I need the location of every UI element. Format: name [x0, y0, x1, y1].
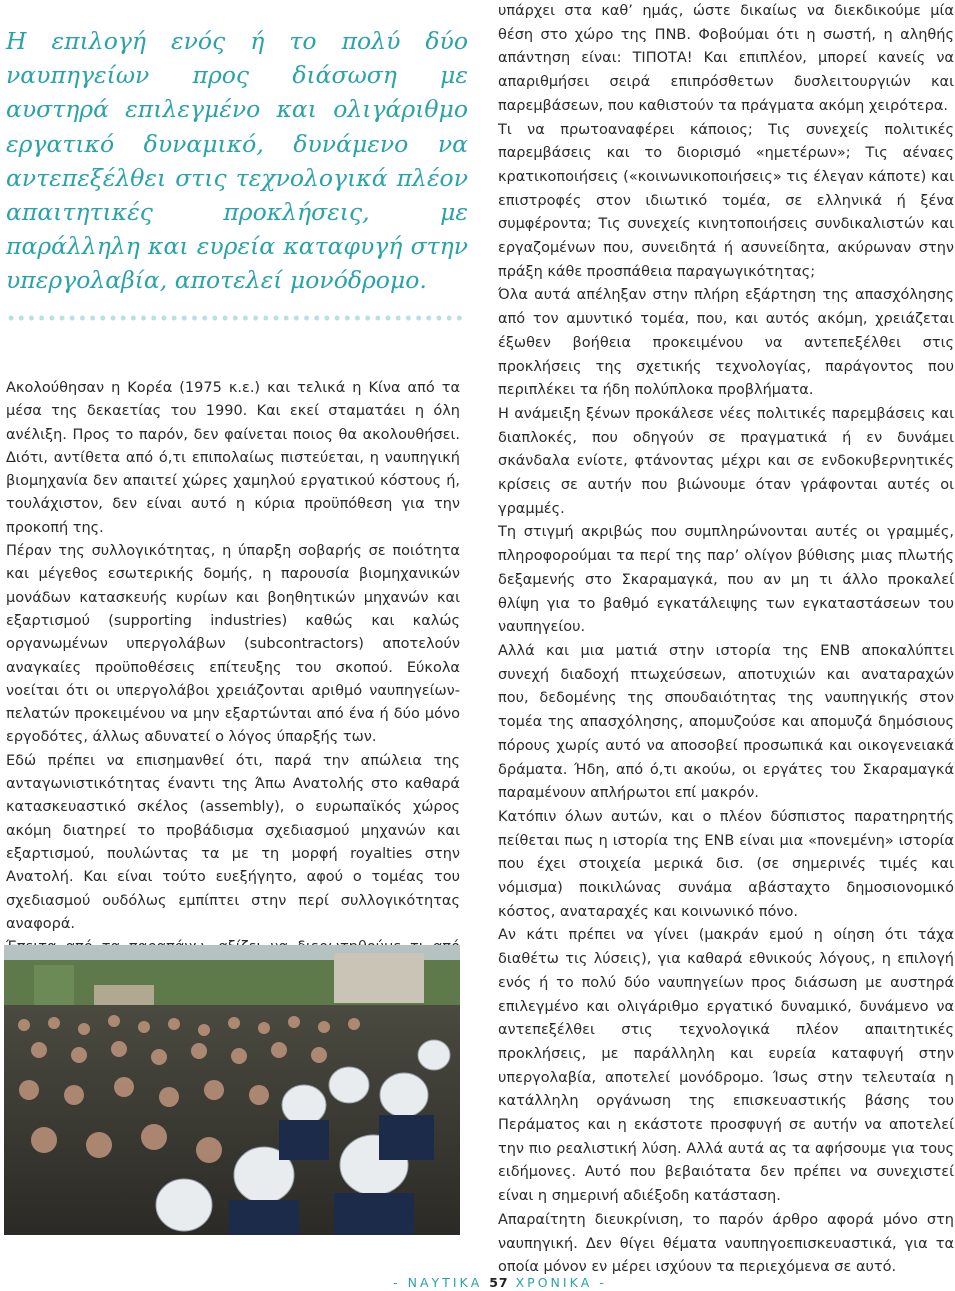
footer-prefix: - ΝΑΥΤΙΚΑ [393, 1275, 490, 1290]
body-paragraph: Όλα αυτά απέληξαν στην πλήρη εξάρτηση της απασχόλησης από τον αμυντικό τομέα, που, και αυτός ακόμη, χρειάζεται έξωθεν βοήθεια προκειμένου να αντεπεξέλθει στις προκλήσεις της σχετικής τεχνολογίας, παράγοντος που περιπλέκει τα ήδη πολύπλοκα προβλήματα. [498, 287, 954, 399]
page-footer [0, 1275, 955, 1290]
body-paragraph: Αν κάτι πρέπει να γίνει (μακράν εμού η οίηση ότι τάχα διαθέτω τις λύσεις), για καθαρά εθνικούς λόγους, η επιλογή ενός ή το πολύ δύο ναυπηγείων προς διάσωση με αυστηρά επιλεγμένο και ολιγάριθμο εργατικό δυναμικό, δυνάμενο να αντεπεξέλθει στις τεχνολογικά πλέον απαιτητικές προκλήσεις, με παράλληλη και ευρεία καταφυγή στην υπεργολαβία, αποτελεί μονόδρομο. Ίσως στην τελευταία η κατάλληλη οργάνωση της επισκευαστικής βάσης του Περάματος και η εκάστοτε προσφυγή σε αυτήν να αποτελεί την πιο ρεαλιστική λύση. Αλλά αυτά ας τα αφήσουμε για τους ειδήμονες. Αυτό που βεβαιότατα δεν πρέπει να συνεχιστεί είναι η σημερινή αδιέξοδη κατάσταση. [498, 927, 954, 1205]
body-paragraph: Αλλά και μια ματιά στην ιστορία της ΕΝΒ αποκαλύπτει συνεχή διαδοχή πτωχεύσεων, αποτυχιών και αναταραχών που, δεδομένης της σπουδαιότητας της ναυπηγικής στον τομέα της απασχόλησης, απομυζούσε και απομυζά δημόσιους πόρους χωρίς αυτό να αποσοβεί προσωπικά και οικογενειακά δράματα. Ήδη, από ό,τι ακούω, οι εργάτες του Σκαραμαγκά παραμένουν απλήρωτοι επί μακρόν. [498, 642, 954, 802]
left-column [6, 377, 460, 983]
body-paragraph: Κατόπιν όλων αυτών, και ο πλέον δύσπιστος παρατηρητής πείθεται πως η ιστορία της ΕΝΒ είναι μια «πονεμένη» ιστορία που έχει στοιχεία μερικά δισ. (σε σημερινές τιμές και νόμισμα) ποικιλώνας συνάμα αβάσταχτο δημοσιονομικό κόστος, αναταραχές και κοινωνικό πόνο. [498, 808, 954, 920]
footer-suffix: ΧΡΟΝΙΚΑ - [508, 1275, 607, 1290]
page-number: 57 [489, 1275, 509, 1290]
body-paragraph: Τι να πρωτοαναφέρει κάποιος; Τις συνεχείς πολιτικές παρεμβάσεις και το διορισμό «ημετέρων»; Τις αέναες κρατικοποιήσεις («κοινωνικοποιήσεις» τις έλεγαν κάποτε) και επιστροφές στον ιδιωτικό τομέα, σε ελληνικά ή ξένα συμφέροντα; Τις συνεχείς κινητοποιήσεις συνδικαλιστών και εργαζομένων που, συνειδητά ή ασυνείδητα, ακύρωναν στην πράξη κάθε προσπάθεια παραγωγικότητας; [498, 121, 954, 280]
body-paragraph: Τη στιγμή ακριβώς που συμπληρώνονται αυτές οι γραμμές, πληροφορούμαι τα περί της παρ’ ολίγον βύθισης μιας πλωτής δεξαμενής στο Σκαραμαγκά, που αν μη τι άλλο προκαλεί θλίψη για το βαθμό εγκατάλειψης των εγκαταστάσεων του ναυπηγείου. [498, 524, 954, 636]
pull-quote: Η επιλογή ενός ή το πολύ δύο ναυπηγείων προς διάσωση με αυστηρά επιλεγμένο και ολιγάριθμο εργατικό δυναμικό, δυνάμενο να αντεπεξέλθει στις τεχνολογικά πλέον απαιτητικές προκλήσεις, με παράλληλη και ευρεία καταφυγή στην υπεργολαβία, αποτελεί μονόδρομο. [6, 27, 468, 295]
body-paragraph: Ακολούθησαν η Κορέα (1975 κ.ε.) και τελικά η Κίνα από τα μέσα της δεκαετίας του 1990. Και εκεί σταματάει η όλη ανέλιξη. Προς το παρόν, δεν φαίνεται ποιος θα ακολουθήσει. Διότι, αντίθετα από ό,τι επιπολαίως πιστεύεται, η ναυπηγική βιομηχανία δεν απαιτεί χώρες χαμηλού εργατικού κόστους ή, τουλάχιστον, δεν είναι αυτό η κύρια προϋπόθεση για την προκοπή της. [6, 380, 460, 536]
dotted-divider [6, 313, 466, 323]
body-paragraph: Απαραίτητη διευκρίνιση, το παρόν άρθρο αφορά μόνο στη ναυπηγική. Δεν θίγει θέματα ναυπηγοεπισκευαστικά, για τα οποία μόνον εν μέρει ισχύουν τα περιεχόμενα σε αυτό. [498, 1211, 954, 1276]
body-paragraph: υπάρχει στα καθ’ ημάς, ώστε δικαίως να διεκδικούμε μία θέση στο χώρο της ΠΝΒ. Φοβούμαι ότι η σωστή, η αληθής απάντηση είναι: ΤΙΠΟΤΑ! Και επιπλέον, μπορεί κανείς να απαριθμήσει σειρά επιπρόσθετων δυσλειτουργιών και παρεμβάσεων, που καθιστούν τα πράγματα ακόμη χειρότερα. [498, 3, 954, 114]
body-paragraph: Πέραν της συλλογικότητας, η ύπαρξη σοβαρής σε ποιότητα και μέγεθος εσωτερικής δομής, η παρουσία βιομηχανικών μονάδων κατασκευής κυρίων και βοηθητικών μηχανών και εξαρτισμού (supporting industries) καθώς και καλώς οργανωμένων υπεργολάβων (subcontractors) αποτελούν αναγκαίες προϋποθέσεις επίτευξης του σκοπού. Εύκολα νοείται ότι οι υπεργολάβοι χρειάζονται αριθμό ναυπηγείων-πελατών προκειμένου να μην εξαρτώνται από ένα ή δύο μόνο εργοδότες, άλλως αδυνατεί ο λόγος ύπαρξής των. [6, 543, 460, 746]
body-paragraph: Εδώ πρέπει να επισημανθεί ότι, παρά την απώλεια της ανταγωνιστικότητας έναντι της Άπω Ανατολής στο καθαρά κατασκευαστικό σκέλος (assembly), ο ευρωπαϊκός χώρος ακόμη διατηρεί το προβάδισμα σχεδιασμού μηχανών και εξαρτισμού, πουλώντας τα με τη μορφή royalties στην Ανατολή. Και είναι τούτο ευεξήγητο, αφού ο τομέας του σχεδιασμού ουδόλως εμπίπτει στην περί συλλογικότητας αναφορά. [6, 752, 460, 932]
crowd-protest-photo [4, 945, 460, 1235]
right-column [498, 0, 954, 1280]
body-paragraph: Η ανάμειξη ξένων προκάλεσε νέες πολιτικές παρεμβάσεις και διαπλοκές, που οδηγούν σε πραγματικά ή εν δυνάμει σκάνδαλα ενίοτε, φτάνοντας μέχρι και σε ενδοκυβερνητικές κρίσεις σε αυτήν που βιώνουμε όταν γράφονται αυτές οι γραμμές. [498, 405, 954, 517]
